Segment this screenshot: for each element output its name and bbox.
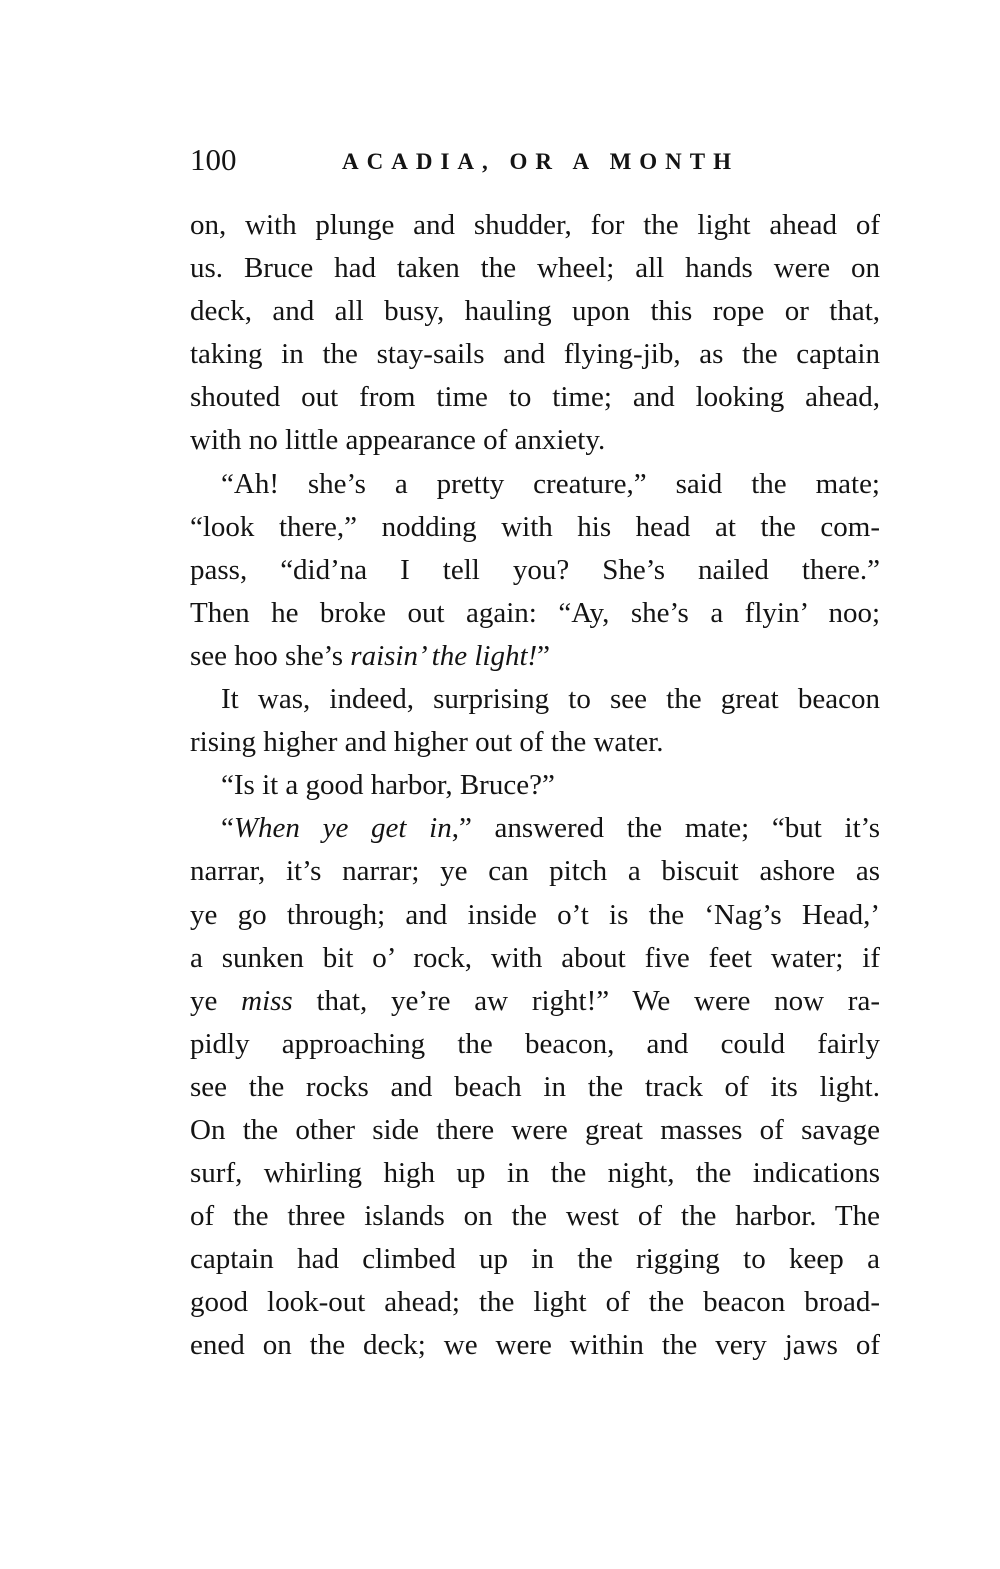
italic-text: When ye get in [233,812,452,845]
running-head [190,143,880,183]
text-line: see the rocks and beach in the track of its light. [190,1070,880,1103]
text-line: “When ye get in,” answered the mate; “but it’s [221,812,880,845]
text-line: surf, whirling high up in the night, the indications [190,1157,880,1190]
text-line: “Ah! she’s a pretty creature,” said the mate; [221,467,880,500]
text-line: rising higher and higher out of the water. [190,726,664,759]
page-number: 100 [190,142,237,177]
body-text [190,204,880,1368]
paragraph [190,764,880,807]
text-line: “look there,” nodding with his head at the com- [190,510,880,543]
text-line: “Is it a good harbor, Bruce?” [221,769,555,802]
text-line: pass, “did’na I tell you? She’s nailed there.” [190,553,880,586]
text-line: Then he broke out again: “Ay, she’s a flyin’ noo; [190,596,880,629]
text-line: ened on the deck; we were within the very jaws of [190,1329,880,1362]
text-line: shouted out from time to time; and looking ahead, [190,381,880,414]
text-line: ye miss that, ye’re aw right!” We were now ra- [190,984,880,1017]
text-line: with no little appearance of anxiety. [190,424,606,457]
paragraph [190,807,880,1367]
text-line: pidly approaching the beacon, and could fairly [190,1027,880,1060]
text-line: ye go through; and inside o’t is the ‘Nag’s Head,’ [190,898,880,931]
text-line: captain had climbed up in the rigging to keep a [190,1243,880,1276]
text-line: deck, and all busy, hauling upon this rope or that, [190,295,880,328]
text-line: a sunken bit o’ rock, with about five feet water; if [190,941,880,974]
text-line: see hoo she’s raisin’ the light!” [190,639,551,672]
text-line: of the three islands on the west of the harbor. The [190,1200,880,1233]
text-line: narrar, it’s narrar; ye can pitch a biscuit ashore as [190,855,880,888]
text-line: taking in the stay-sails and flying-jib, as the captain [190,338,880,371]
running-title: ACADIA, OR A MONTH [342,149,740,174]
paragraph [190,204,880,463]
italic-text: raisin’ the light! [350,639,538,672]
text-line: It was, indeed, surprising to see the great beacon [221,683,880,716]
paragraph [190,678,880,764]
text-line: good look-out ahead; the light of the beacon broad- [190,1286,880,1319]
text-line: us. Bruce had taken the wheel; all hands were on [190,252,880,285]
italic-text: miss [241,984,293,1017]
text-line: On the other side there were great masses of savage [190,1113,880,1146]
paragraph [190,463,880,678]
text-line: on, with plunge and shudder, for the light ahead of [190,209,880,241]
